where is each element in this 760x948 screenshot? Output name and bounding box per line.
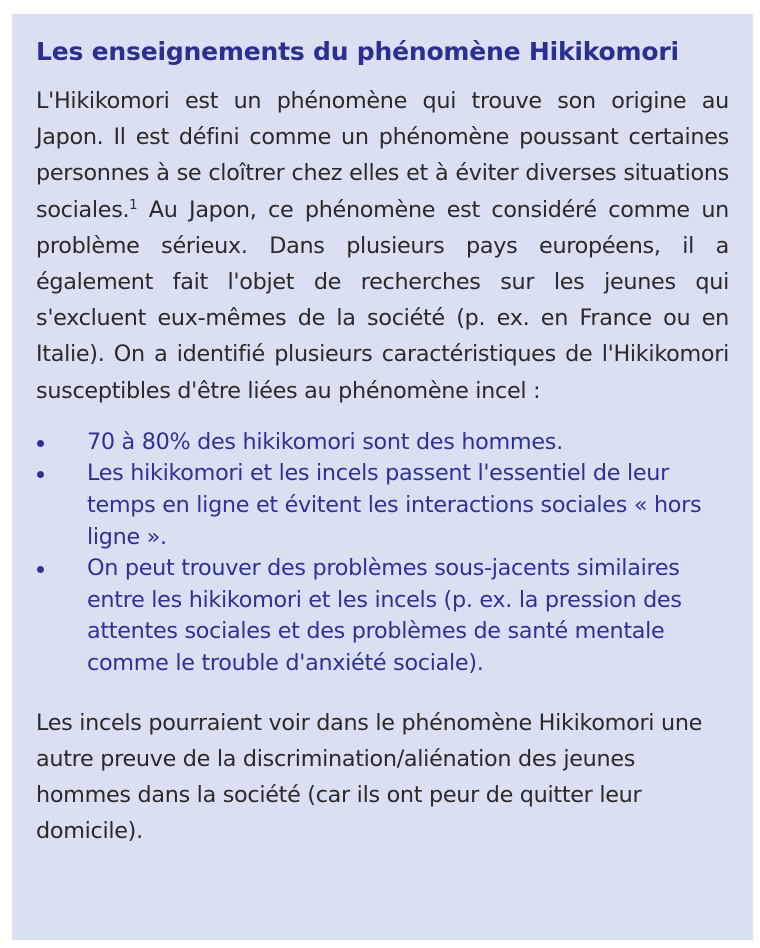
bullet-icon <box>37 566 44 573</box>
list-item-text: Les hikikomori et les incels passent l'essentiel de leur temps en ligne et évitent les interactions sociales « hors ligne ». <box>87 460 702 550</box>
intro-text-part-1: L'Hikikomori est un phénomène qui trouve son origine au Japon. Il est défini comme un phénomène poussant certaines personnes à se cloîtrer chez elles et à éviter diverses situations sociales. <box>36 88 729 223</box>
list-item <box>36 553 729 679</box>
list-item <box>36 458 729 553</box>
list-item <box>36 427 729 459</box>
bullet-icon <box>37 471 44 478</box>
info-box <box>12 14 753 940</box>
closing-paragraph: Les incels pourraient voir dans le phénomène Hikikomori une autre preuve de la discrimination/aliénation des jeunes hommes dans la société (car ils ont peur de quitter leur domicile). <box>36 709 703 844</box>
list-item-text: 70 à 80% des hikikomori sont des hommes. <box>87 428 563 455</box>
box-title: Les enseignements du phénomène Hikikomori <box>36 37 679 66</box>
intro-paragraph <box>36 83 729 409</box>
bullet-icon <box>37 440 44 447</box>
intro-text-part-2: Au Japon, ce phénomène est considéré comme un problème sérieux. Dans plusieurs pays européens, il a également fait l'objet de recherches sur les jeunes qui s'excluent eux-mêmes de la société (p. ex. en France ou en Italie). On a identifié plusieurs caractéristiques de l'Hikikomori susceptibles d'être liées au phénomène incel : <box>36 196 729 404</box>
bullet-list <box>36 427 729 680</box>
footnote-marker[interactable]: 1 <box>129 197 138 213</box>
list-item-text: On peut trouver des problèmes sous-jacents similaires entre les hikikomori et les incels (p. ex. la pression des attentes sociales et des problèmes de santé mentale comme le trouble d'anxiété sociale). <box>87 555 682 676</box>
